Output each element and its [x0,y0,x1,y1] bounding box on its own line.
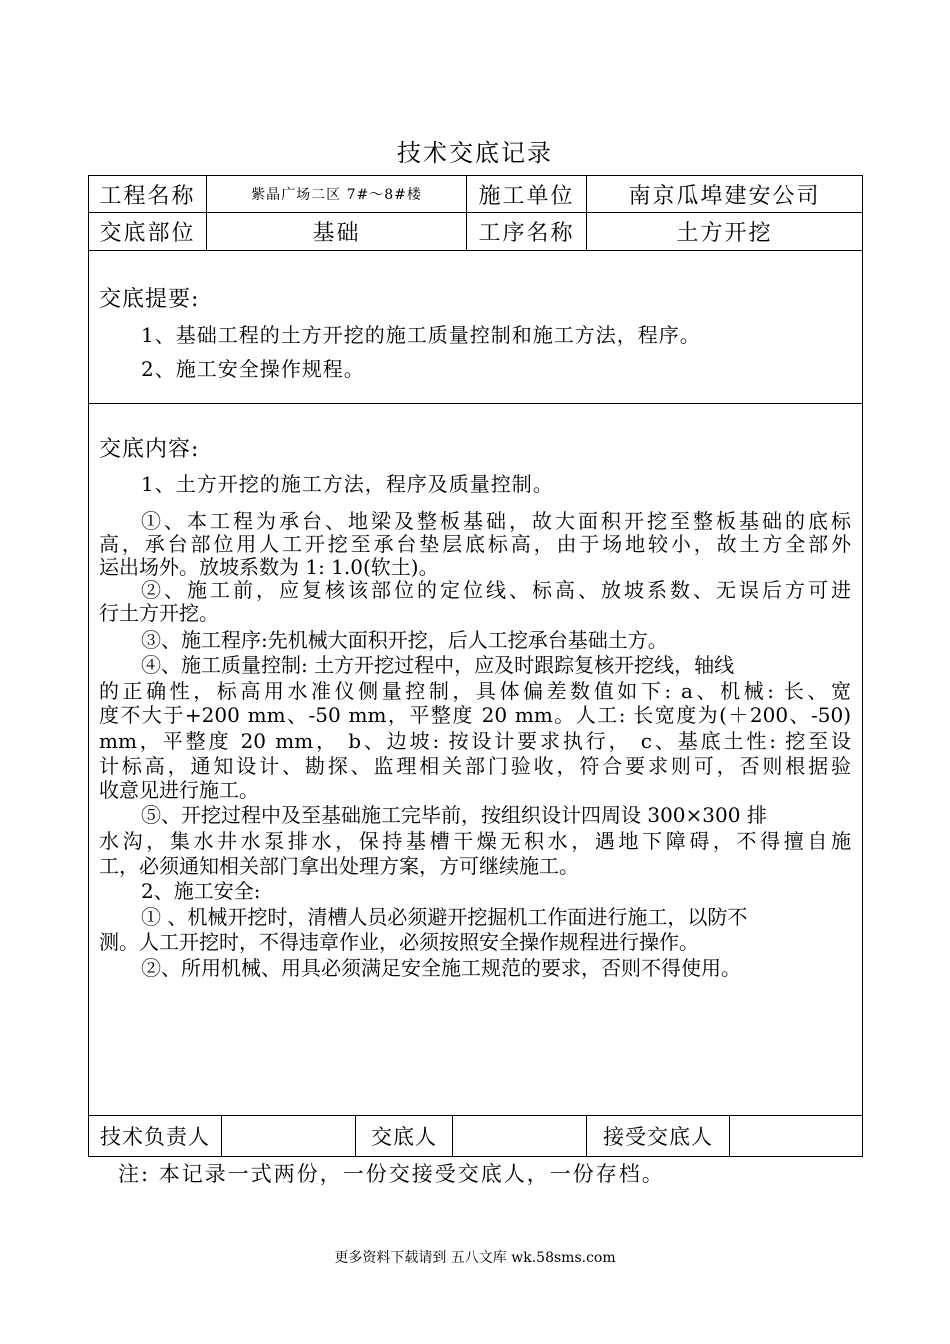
process-name-label: 工序名称 [467,213,587,250]
summary-item: 1、基础工程的土方开挖的施工质量控制和施工方法，程序。 [141,323,701,347]
construction-unit-value: 南京瓜埠建安公司 [628,183,821,209]
record-note: 注: 本记录一式两份，一份交接受交底人，一份存档。 [118,1162,665,1186]
document-title: 技术交底记录 [397,139,553,167]
content-line: 收意见进行施工。 [99,778,259,802]
receiver-signature-field[interactable] [730,1116,862,1156]
summary-item: 2、施工安全操作规程。 [141,357,365,381]
content-line: 高，承台部位用人工开挖至承台垫层底标高，由于场地较小，故土方全部外 [99,532,851,556]
briefing-part-value: 基础 [207,213,467,250]
construction-unit-label: 施工单位 [467,176,587,212]
summary-section [89,251,862,404]
presenter-label: 交底人 [356,1116,453,1156]
briefing-part-label: 交底部位 [89,213,207,250]
content-line: 计标高，通知设计、勘探、监理相关部门验收，符合要求则可，否则根据验 [99,754,851,778]
project-name-value: 紫晶广场二区 7#～8#楼 [207,176,467,212]
tech-lead-label: 技术负责人 [89,1116,222,1156]
content-line: ① 、机械开挖时，清槽人员必须避开挖掘机工作面进行施工，以防不 [141,905,748,929]
content-line: ②、施工前，应复核该部位的定位线、标高、放坡系数、无误后方可进 [141,578,851,602]
header-row-2 [89,213,862,251]
content-line: 测。人工开挖时，不得违章作业，必须按照安全操作规程进行操作。 [99,930,699,954]
tech-lead-signature-field[interactable] [222,1116,356,1156]
header-row-1 [89,176,862,213]
signature-row [89,1116,862,1156]
content-line: 行土方开挖。 [99,601,219,625]
content-label: 交底内容: [99,437,200,462]
content-section [89,404,862,1116]
content-line: ⑤、开挖过程中及至基础施工完毕前，按组织设计四周设 300×300 排 [141,803,767,827]
content-line: ①、本工程为承台、地梁及整板基础，故大面积开挖至整板基础的底标 [141,509,851,533]
content-line: 2、施工安全: [141,879,261,903]
download-footer: 更多资料下载请到 五八文库 wk.58sms.com [334,1250,616,1266]
project-name-label: 工程名称 [89,176,207,212]
content-line: ②、所用机械、用具必须满足安全施工规范的要求，否则不得使用。 [141,956,741,980]
content-line: mm，平整度 20 mm， b、边坡: 按设计要求执行， c、基底土性: 挖至设 [99,729,851,753]
content-line: ③、施工程序:先机械大面积开挖，后人工挖承台基础土方。 [141,628,668,652]
record-table [88,175,863,1157]
receiver-label: 接受交底人 [587,1116,730,1156]
content-line: 工，必须通知相关部门拿出处理方案，方可继续施工。 [99,854,579,878]
presenter-signature-field[interactable] [453,1116,587,1156]
content-line: 的正确性，标高用水准仪侧量控制，具体偏差数值如下: a、机械: 长、宽 [99,679,851,703]
process-name-value: 土方开挖 [676,221,773,246]
content-line: 运出场外。放坡系数为 1: 1.0(软土)。 [99,555,439,579]
content-line: 水沟，集水井水泵排水，保持基槽干燥无积水，遇地下障碍，不得擅自施 [99,829,851,853]
content-line: ④、施工质量控制: 土方开挖过程中，应及时跟踪复核开挖线，轴线 [141,653,735,677]
summary-label: 交底提要: [99,287,200,312]
content-heading: 1、土方开挖的施工方法，程序及质量控制。 [141,472,554,496]
content-line: 度不大于+200 mm、-50 mm，平整度 20 mm。人工: 长宽度为(＋200、-50) [99,703,851,727]
